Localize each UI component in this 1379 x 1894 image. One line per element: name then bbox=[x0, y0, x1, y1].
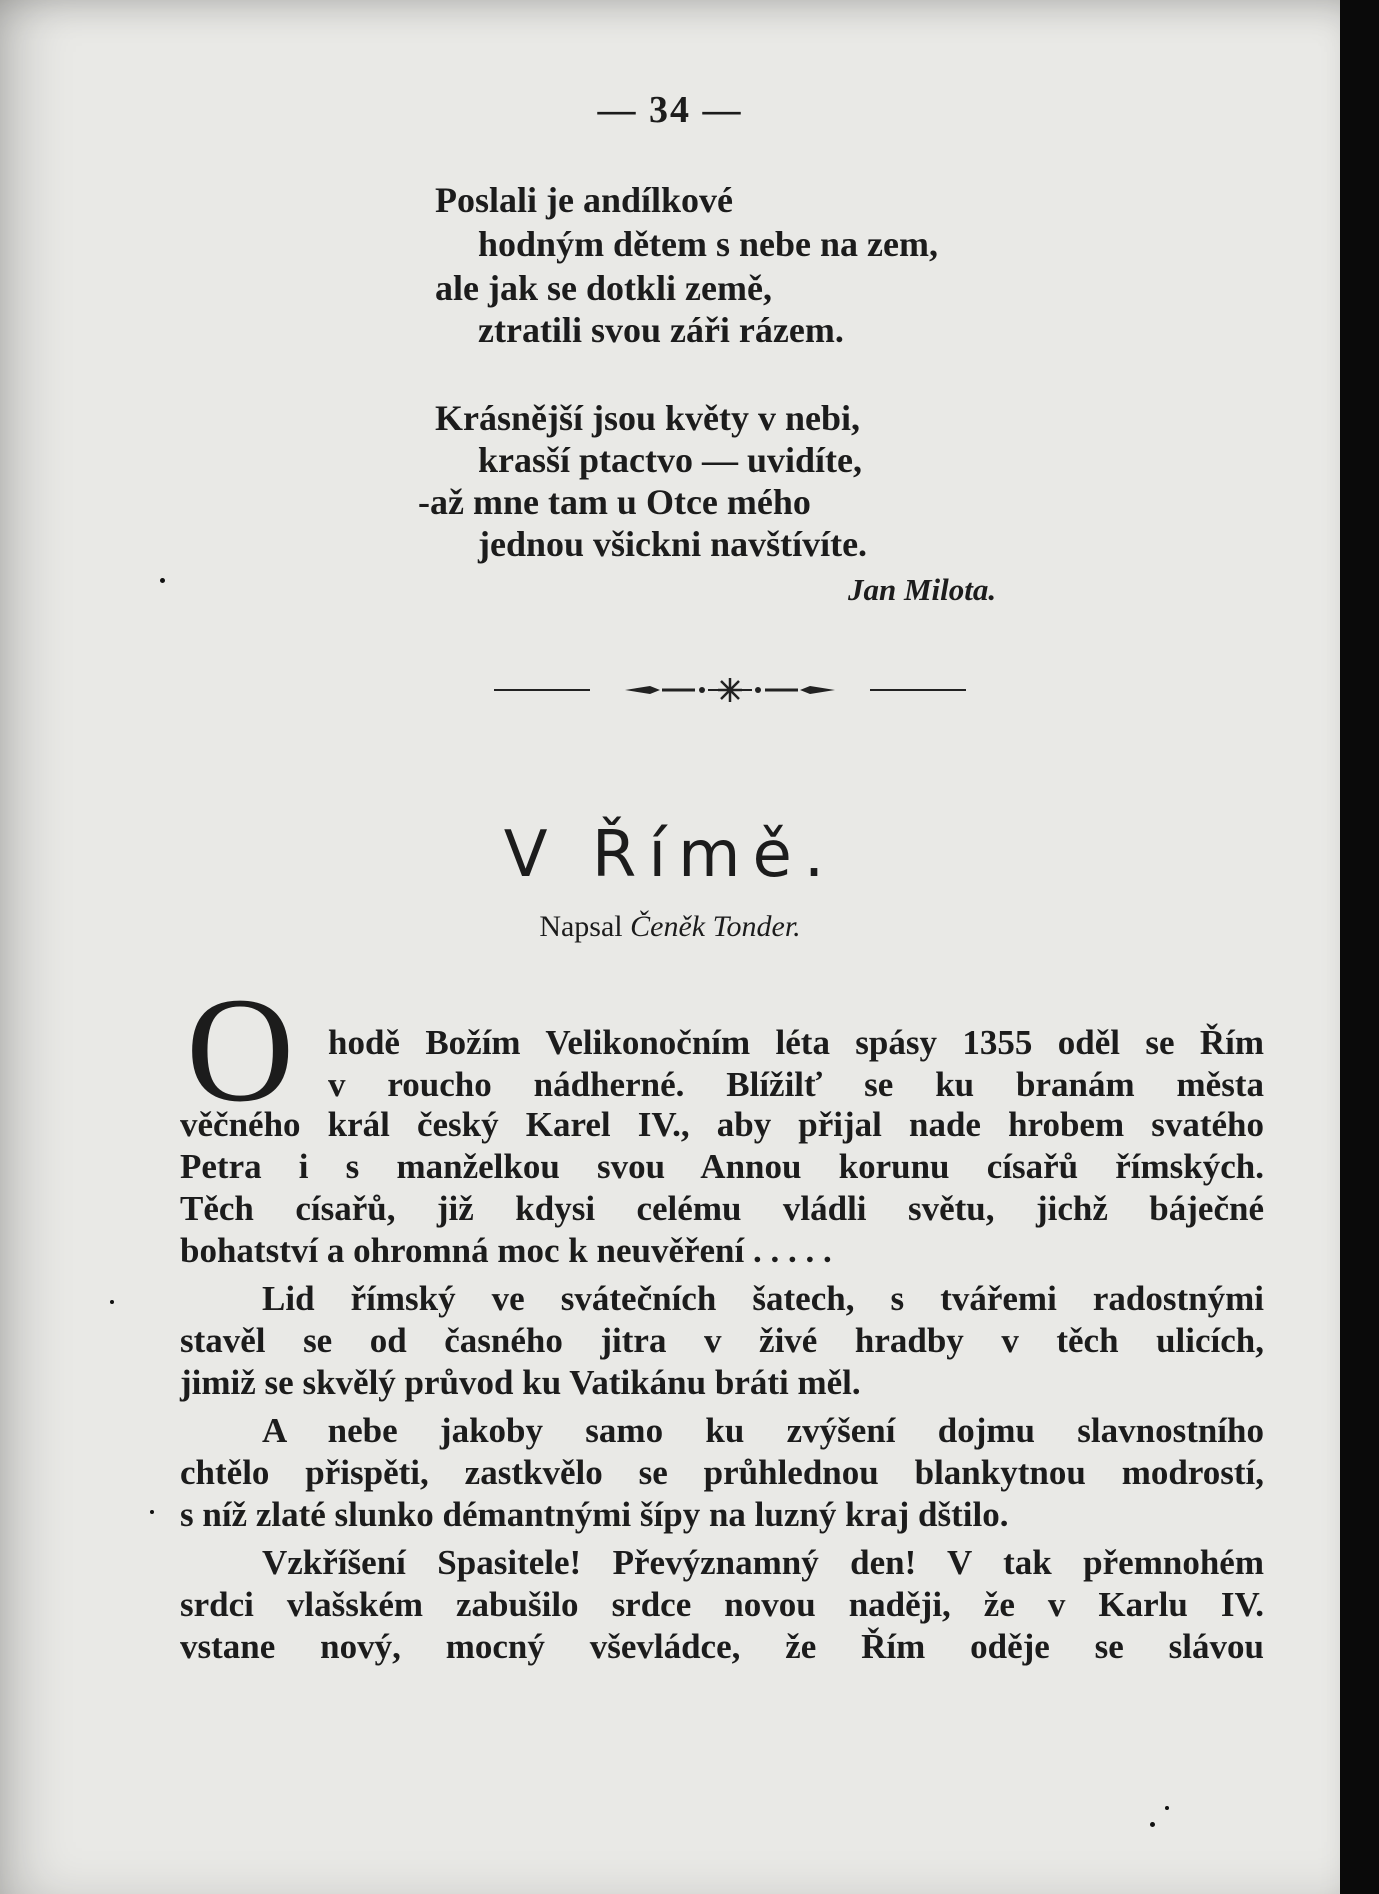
poem-line: hodným dětem s nebe na zem, bbox=[478, 224, 938, 264]
text-line: Lid římský ve svátečních šatech, s tvářemi radostnými bbox=[262, 1279, 1264, 1318]
scan-speck bbox=[1165, 1806, 1169, 1810]
text-line: jimiž se skvělý průvod ku Vatikánu bráti měl. bbox=[180, 1363, 861, 1402]
text-line: s níž zlaté slunko démantnými šípy na luzný kraj dštilo. bbox=[180, 1495, 1009, 1534]
drop-cap: O bbox=[186, 967, 295, 1133]
poem-line: -až mne tam u Otce mého bbox=[418, 482, 811, 522]
text-line: hodě Božím Velikonočním léta spásy 1355 oděl se Řím bbox=[328, 1023, 1264, 1062]
scan-speck bbox=[1150, 1822, 1155, 1827]
text-line: Vzkříšení Spasitele! Převýznamný den! V tak přemnohém bbox=[262, 1543, 1264, 1582]
text-line: v roucho nádherné. Blížilť se ku branám města bbox=[328, 1065, 1264, 1104]
byline-prefix: Napsal bbox=[539, 910, 623, 943]
poem-signature: Jan Milota. bbox=[848, 572, 997, 607]
scan-speck bbox=[160, 578, 165, 583]
scan-border bbox=[1340, 0, 1379, 1894]
article-byline bbox=[0, 910, 1340, 944]
text-line: stavěl se od časného jitra v živé hradby v těch ulicích, bbox=[180, 1321, 1264, 1360]
text-line: věčného král český Karel IV., aby přijal nade hrobem svatého bbox=[180, 1105, 1264, 1144]
poem-line: Krásnější jsou květy v nebi, bbox=[435, 398, 861, 438]
text-line: bohatství a ohromná moc k neuvěření . . . . . bbox=[180, 1231, 832, 1270]
byline-author: Čeněk Tonder. bbox=[630, 910, 801, 943]
text-line: Petra i s manželkou svou Annou korunu císařů římských. bbox=[180, 1147, 1264, 1186]
page-number: — 34 — bbox=[597, 89, 743, 131]
text-line: srdci vlašském zabušilo srdce novou naději, že v Karlu IV. bbox=[180, 1585, 1264, 1624]
poem-line: krasší ptactvo — uvidíte, bbox=[478, 440, 863, 480]
scan-speck bbox=[110, 1300, 114, 1304]
scan-speck bbox=[150, 1510, 154, 1514]
poem-line: ale jak se dotkli země, bbox=[435, 268, 772, 308]
text-line: chtělo přispěti, zastkvělo se průhlednou blankytnou modrostí, bbox=[180, 1453, 1264, 1492]
ornament-divider-icon bbox=[490, 668, 970, 708]
text-line: Těch císařů, již kdysi celému vládli světu, jichž báječné bbox=[180, 1189, 1264, 1228]
article-title: V Římě. bbox=[503, 818, 837, 892]
text-line: vstane nový, mocný vševládce, že Řím oděje se slávou bbox=[180, 1627, 1264, 1666]
text-line: A nebe jakoby samo ku zvýšení dojmu slavnostního bbox=[262, 1411, 1264, 1450]
poem-line: ztratili svou záři rázem. bbox=[478, 310, 844, 350]
poem-line: Poslali je andílkové bbox=[435, 180, 734, 220]
poem-line: jednou všickni navštívíte. bbox=[478, 524, 868, 564]
